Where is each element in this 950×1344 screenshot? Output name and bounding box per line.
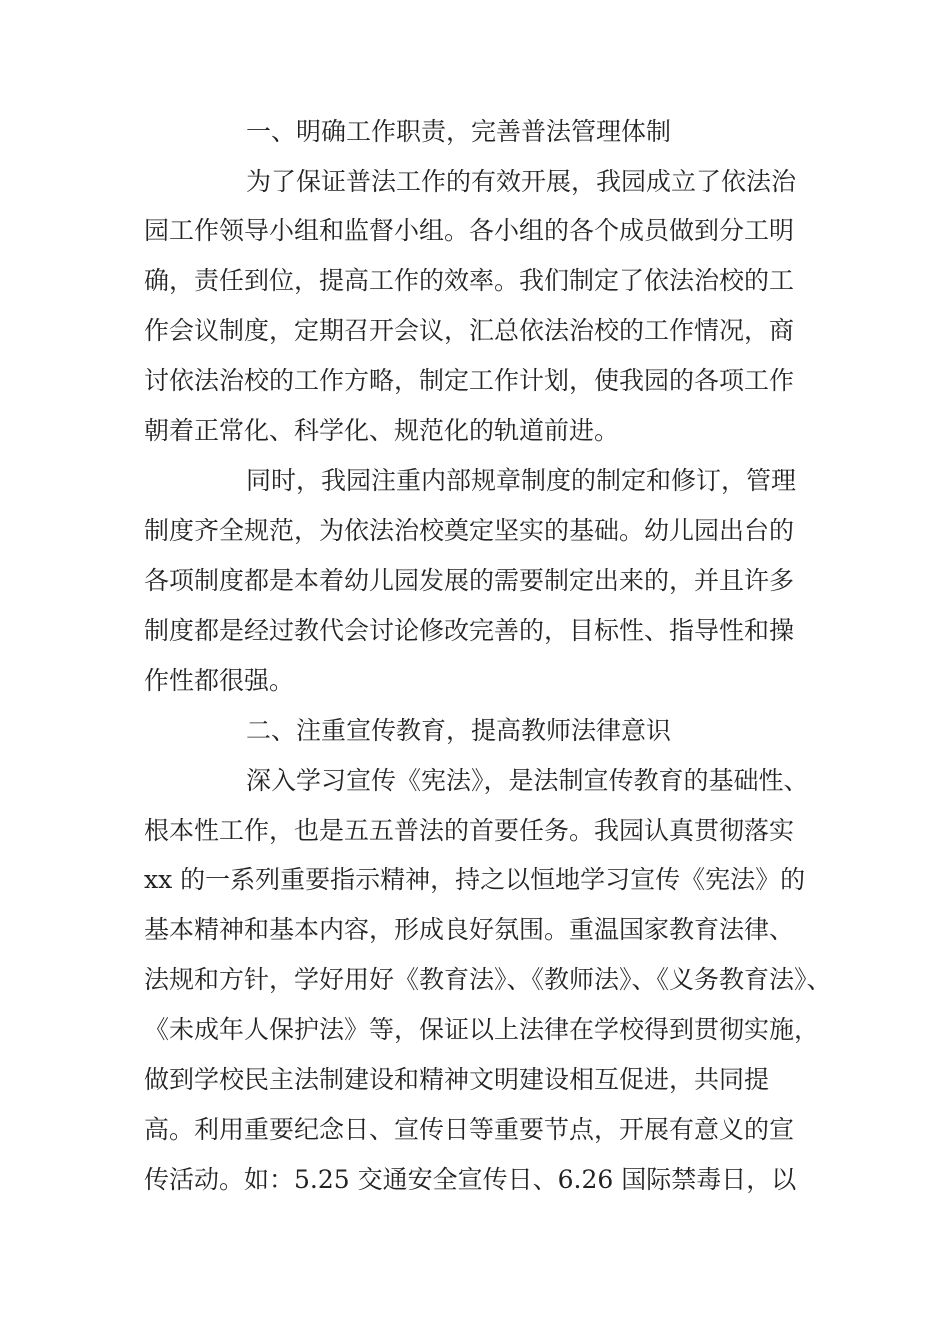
paragraph-2-line-5: 作性都很强。 — [144, 666, 295, 695]
paragraph-3-line-1: 深入学习宣传《宪法》，是法制宣传教育的基础性、 — [246, 766, 809, 795]
paragraph-3-line-9: 传活动。如：5.25 交通安全宣传日、6.26 国际禁毒日，以 — [144, 1165, 797, 1194]
section-heading-1: 一、明确工作职责，完善普法管理体制 — [246, 117, 672, 146]
paragraph-2-line-3: 各项制度都是本着幼儿园发展的需要制定出来的，并且许多 — [144, 566, 795, 595]
paragraph-2-line-4: 制度都是经过教代会讨论修改完善的，目标性、指导性和操 — [144, 616, 795, 645]
paragraph-1-line-3: 确，责任到位，提高工作的效率。我们制定了依法治校的工 — [144, 266, 795, 295]
paragraph-3-line-5: 法规和方针，学好用好《教育法》、《教师法》、《义务教育法》、 — [144, 965, 832, 994]
paragraph-3-line-2: 根本性工作，也是五五普法的首要任务。我园认真贯彻落实 — [144, 816, 795, 845]
paragraph-1-line-4: 作会议制度，定期召开会议，汇总依法治校的工作情况，商 — [144, 316, 795, 345]
paragraph-3-line-6: 《未成年人保护法》等，保证以上法律在学校得到贯彻实施， — [144, 1015, 820, 1044]
paragraph-1-line-5: 讨依法治校的工作方略，制定工作计划，使我园的各项工作 — [144, 366, 795, 395]
paragraph-3-line-7: 做到学校民主法制建设和精神文明建设相互促进，共同提 — [144, 1065, 770, 1094]
paragraph-2-line-1: 同时，我园注重内部规章制度的制定和修订，管理 — [246, 466, 797, 495]
paragraph-1-line-1: 为了保证普法工作的有效开展，我园成立了依法治 — [246, 167, 797, 196]
paragraph-1-line-6: 朝着正常化、科学化、规范化的轨道前进。 — [144, 416, 620, 445]
paragraph-3-line-4: 基本精神和基本内容，形成良好氛围。重温国家教育法律、 — [144, 915, 795, 944]
section-heading-2: 二、注重宣传教育，提高教师法律意识 — [246, 716, 672, 745]
paragraph-3-line-3: xx 的一系列重要指示精神，持之以恒地学习宣传《宪法》的 — [144, 865, 806, 894]
paragraph-3-line-8: 高。利用重要纪念日、宣传日等重要节点，开展有意义的宣 — [144, 1115, 795, 1144]
paragraph-1-line-2: 园工作领导小组和监督小组。各小组的各个成员做到分工明 — [144, 216, 795, 245]
paragraph-2-line-2: 制度齐全规范，为依法治校奠定坚实的基础。幼儿园出台的 — [144, 516, 795, 545]
